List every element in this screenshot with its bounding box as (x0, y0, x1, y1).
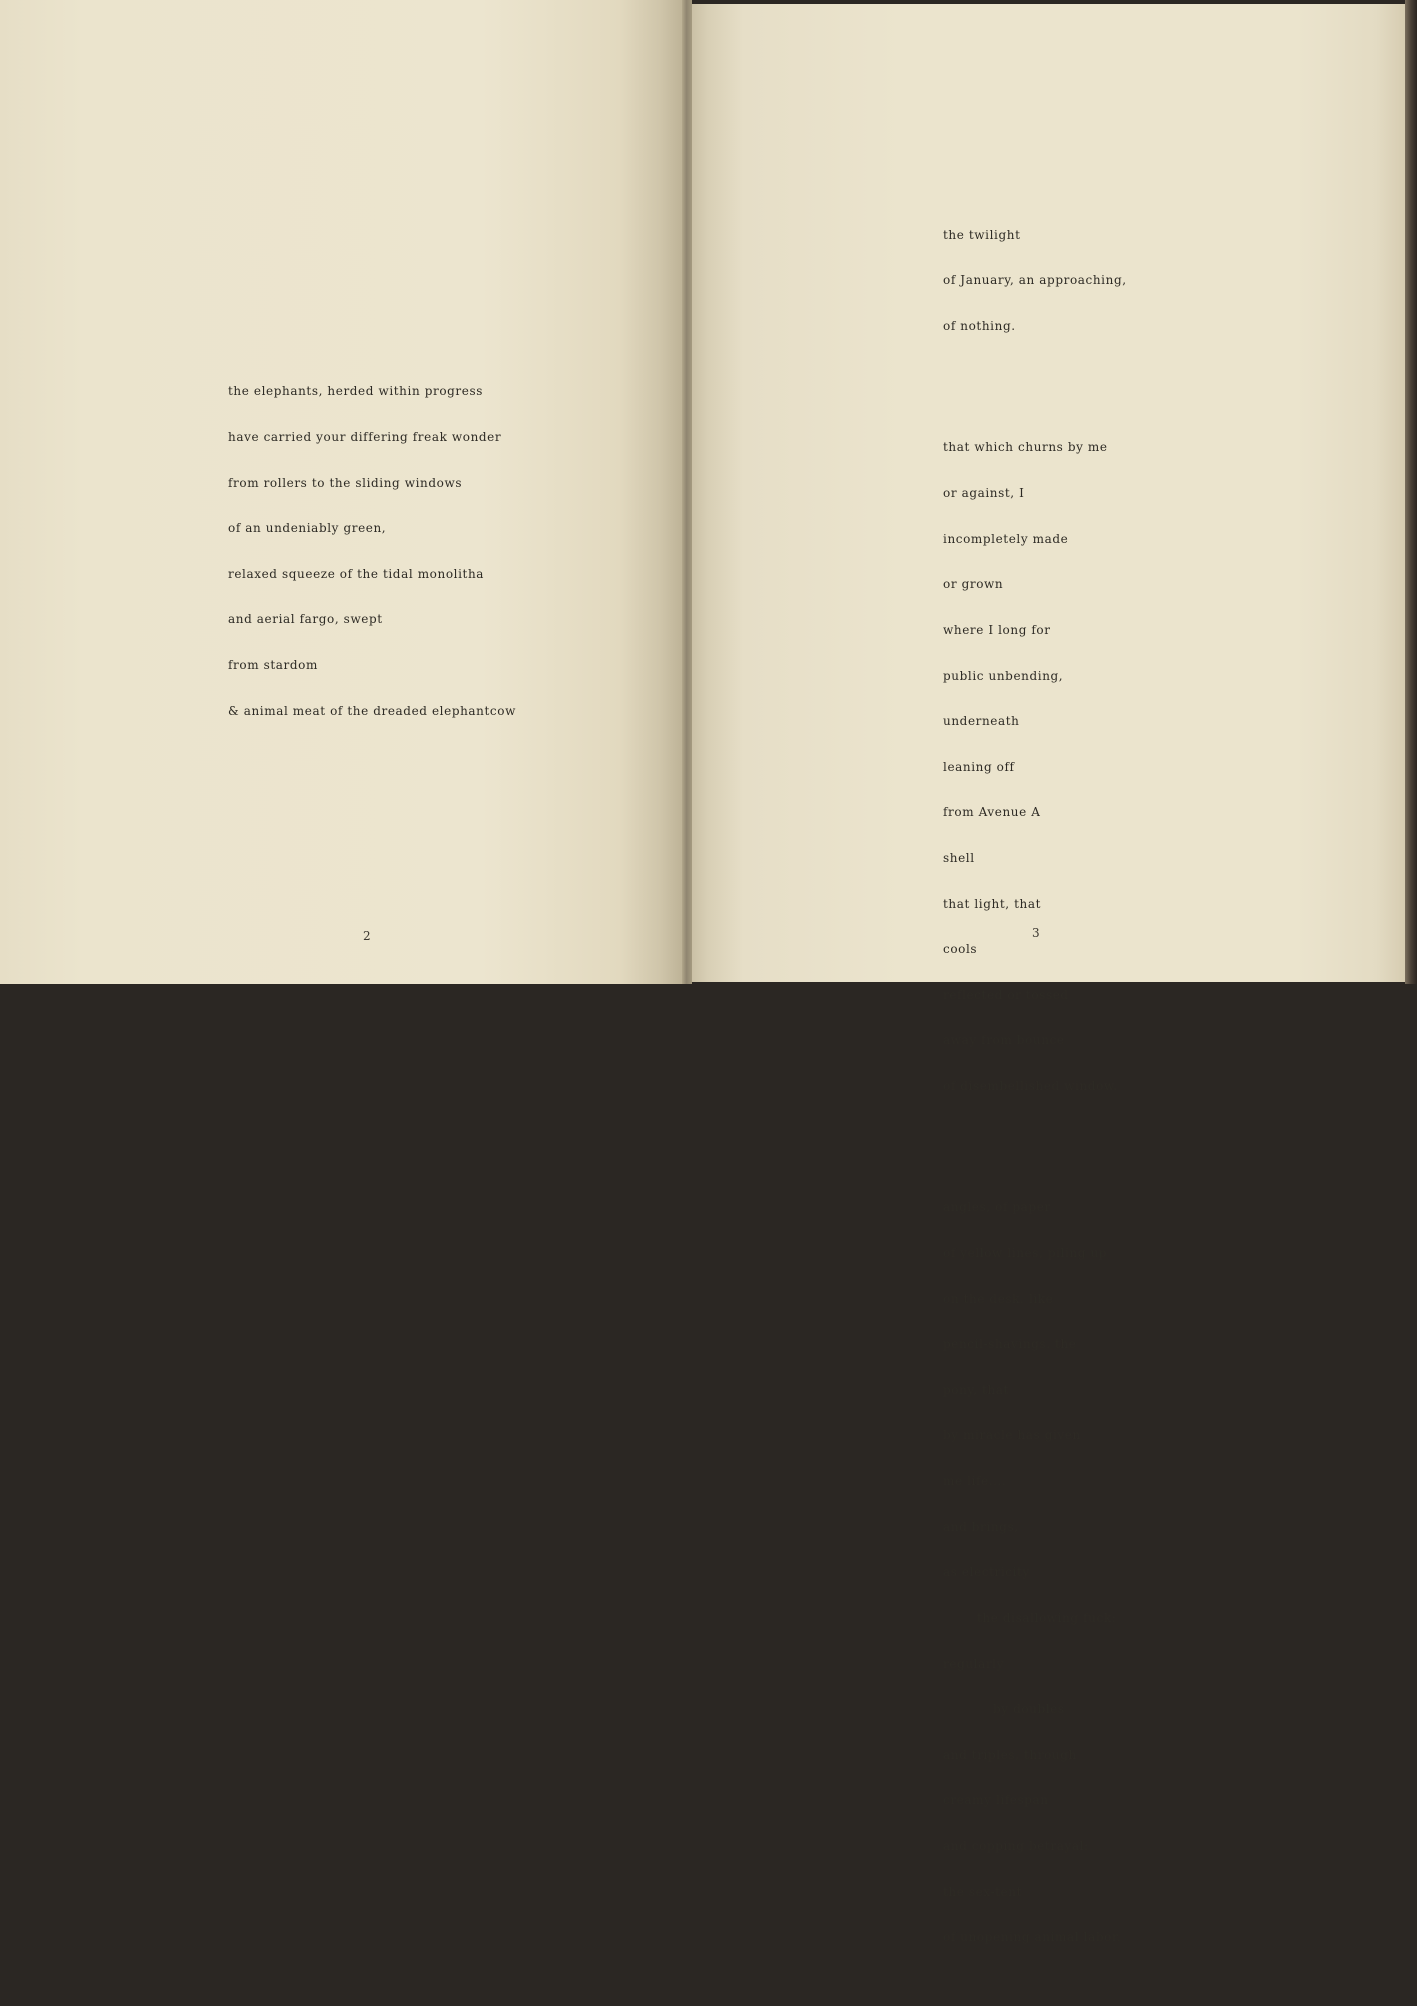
poem-line: angles, of paper (943, 1200, 1051, 1215)
poem-line: leaning off (943, 759, 1015, 774)
poem-line: on the desk. like (943, 1291, 1054, 1306)
poem-line: cools (943, 942, 978, 957)
poem-line: & animal meat of the dreaded elephantcow (228, 703, 516, 718)
poem-line: and aerial fargo, swept (228, 612, 383, 627)
poem-line: relaxed squeeze of the tidal monolitha (228, 566, 485, 581)
page-number-right: 3 (1032, 926, 1040, 940)
poem-line: shell (943, 850, 975, 865)
poem-line: that light, that (943, 896, 1042, 911)
poem-line: by miracle has given (943, 1428, 1081, 1443)
poem-line: where I long for (943, 622, 1051, 637)
poem-line: reflected or tossed (943, 987, 1069, 1002)
poem-line: as electricity (943, 1565, 1030, 1580)
poem-line: from Avenue A (943, 805, 1041, 820)
poem-line: of an undeniably green, (228, 521, 387, 536)
page-number-left: 2 (363, 929, 371, 943)
poem-line: pencil-shavings. the (943, 1337, 1077, 1352)
poem-line: of yellow lines, piling up (943, 1246, 1108, 1261)
poem-line: from stardom (228, 658, 318, 673)
poem-line: or grown (943, 577, 1004, 592)
poem-line: creamy lifespan (943, 1793, 1049, 1808)
poem-line: and triples, through (943, 1747, 1077, 1762)
poem-line: from rollers to the sliding windows (228, 475, 463, 490)
poem-line: of January, an approaching, (943, 273, 1127, 288)
poem-line: by doubles (993, 1702, 1065, 1717)
poem-line: of disembellished window. (943, 1078, 1118, 1093)
right-poem (943, 167, 1127, 2006)
poem-line: the disallowing fuck: (977, 1610, 1117, 1625)
poem-line: and copping betrayal: (943, 1838, 1089, 1853)
poem-line: regularly (943, 1656, 1004, 1671)
poem-line: public unbending, (943, 668, 1064, 683)
poem-line: of unopening animal labor. (943, 1930, 1122, 1945)
poem-line: incompletely made (943, 531, 1069, 546)
stanza-3 (943, 1170, 1127, 1976)
poem-line: or against, I (943, 486, 1025, 501)
poem-line: pony, that (943, 1382, 1009, 1397)
poem-line: the elephants, herded within progress (228, 384, 483, 399)
poem-line: the twilight (943, 227, 1021, 242)
poem-line: away from bounce (943, 1033, 1065, 1048)
stanza-1 (943, 197, 1127, 364)
poem-line: of nothing. (943, 319, 1016, 334)
poem-line: me life.... (943, 1474, 1007, 1489)
book-cover-edge (1405, 0, 1417, 984)
poem-line: and brings, (943, 1519, 1019, 1534)
stanza-2 (943, 410, 1127, 1125)
poem-line: underneath (943, 714, 1020, 729)
left-poem (228, 354, 516, 749)
poem-line: the sex-tent (943, 1884, 1023, 1899)
poem-line: have carried your differing freak wonder (228, 430, 502, 445)
poem-line: that which churns by me (943, 440, 1108, 455)
book-gutter (682, 0, 692, 984)
